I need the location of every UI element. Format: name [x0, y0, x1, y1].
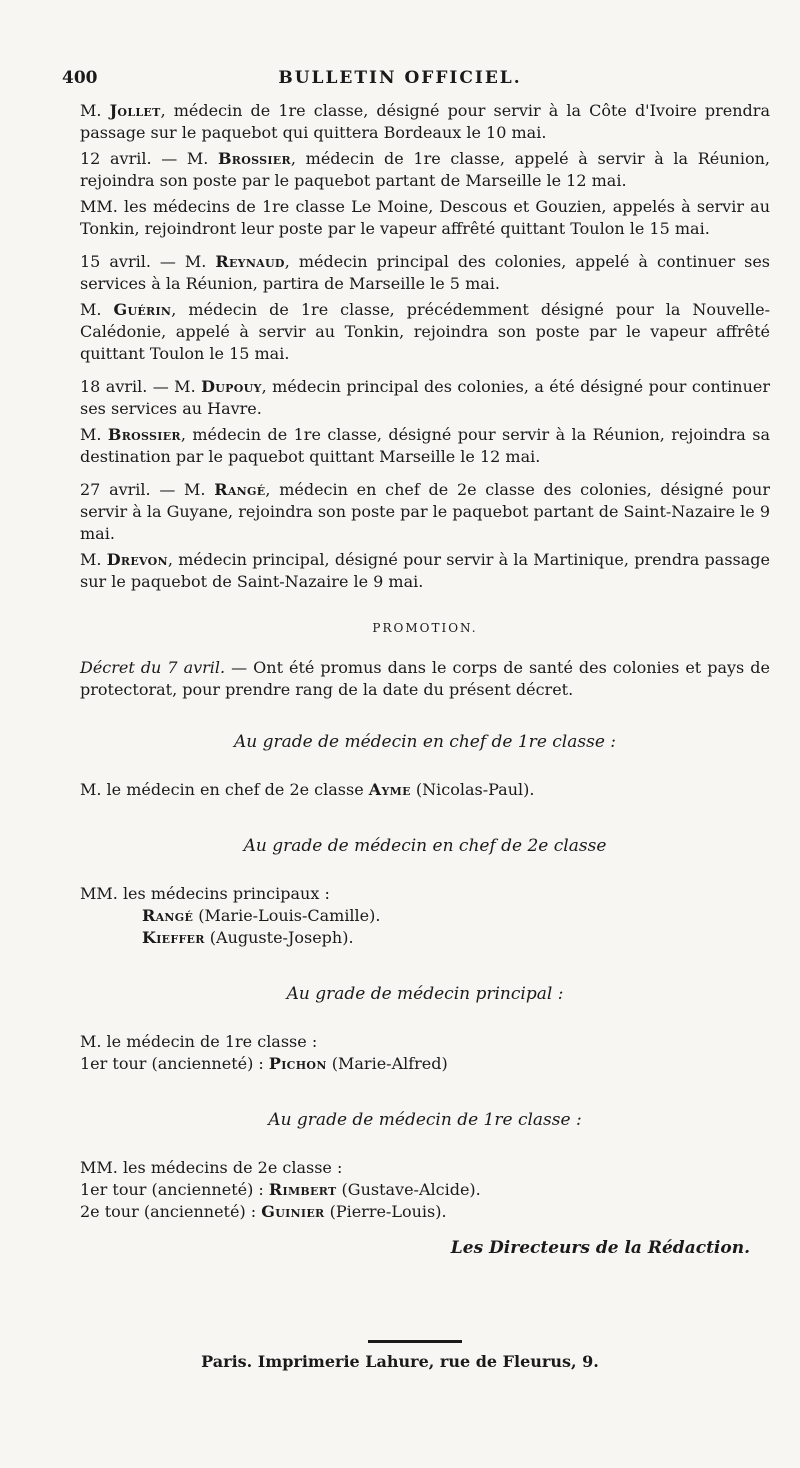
grade-line-prefix: 1er tour (ancienneté) :: [80, 1054, 269, 1073]
entry-text: , médecin en chef de 2e classe des colonies, désigné pour servir à la Guyane, rejoindra son poste par le paquebot partant de Saint-Nazaire le 9 mai.: [80, 480, 771, 543]
grade-intro: MM. les médecins principaux :: [80, 884, 330, 903]
grade-heading: Au grade de médecin en chef de 1re classe :: [233, 732, 617, 752]
grade-heading: Au grade de médecin en chef de 2e classe: [243, 836, 607, 856]
grade-block-chef-1re: [80, 731, 770, 801]
grade-line: [80, 1179, 770, 1201]
grade-intro: MM. les médecins de 2e classe :: [80, 1158, 343, 1177]
entry-date: 15 avril. — M.: [80, 252, 216, 271]
grade-line-prefix: M. le médecin en chef de 2e classe: [80, 780, 369, 799]
grade-line-prefix: 1er tour (ancienneté) :: [80, 1180, 269, 1199]
entry-range: [80, 479, 770, 545]
entry-brossier-12-avril: [80, 148, 770, 192]
officer-name: Rangé: [142, 906, 194, 925]
grade-heading: Au grade de médecin de 1re classe :: [268, 1110, 582, 1130]
entry-guerin: [80, 299, 770, 365]
entry-date: 18 avril. — M.: [80, 377, 202, 396]
signature: Les Directeurs de la Rédaction.: [450, 1238, 750, 1258]
grade-line-rest: (Marie-Alfred): [326, 1054, 448, 1073]
officer-name: Brossier: [217, 149, 291, 168]
officer-name: Reynaud: [215, 252, 285, 271]
entry-text: , médecin principal des colonies, a été désigné pour continuer ses services au Havre.: [80, 377, 771, 418]
grade-line-prefix: 2e tour (ancienneté) :: [80, 1202, 262, 1221]
entry-dupouy: [80, 376, 770, 420]
officer-name: Rangé: [214, 480, 266, 499]
grade-block-chef-2e: [80, 835, 770, 949]
decree-text: — Ont été promus dans le corps de santé des colonies et pays de protectorat, pour prendre rang de la date du présent décret.: [80, 658, 770, 699]
grade-line-rest: (Marie-Louis-Camille).: [193, 906, 381, 925]
grade-block-1re-classe: [80, 1109, 770, 1223]
entry-jollet: [80, 100, 770, 144]
imprint-line: Paris. Imprimerie Lahure, rue de Fleurus, 9.: [201, 1352, 599, 1371]
grade-block-principal: [80, 983, 770, 1075]
section-title-promotion: PROMOTION.: [372, 621, 478, 635]
entry-text: , médecin de 1re classe, désigné pour servir à la Réunion, rejoindra sa destination par le paquebot quittant Marseille le 12 mai.: [80, 425, 770, 466]
entry-brossier-18-avril: [80, 424, 770, 468]
page-number: 400: [62, 68, 98, 88]
grade-line-rest: (Gustave-Alcide).: [336, 1180, 481, 1199]
grade-line-rest: (Pierre-Louis).: [324, 1202, 447, 1221]
entry-date: 12 avril. — M.: [80, 149, 218, 168]
grade-line-rest: (Nicolas-Paul).: [410, 780, 535, 799]
entry-text: , médecin principal, désigné pour servir à la Martinique, prendra passage sur le paquebot de Saint-Nazaire le 9 mai.: [80, 550, 770, 591]
entry-prefix: M.: [80, 101, 110, 120]
officer-name: Kieffer: [142, 928, 205, 947]
officer-name: Brossier: [107, 425, 181, 444]
entry-text: , médecin de 1re classe, appelé à servir à la Réunion, rejoindra son poste par le paquebot partant de Marseille le 12 mai.: [80, 149, 770, 190]
officer-name: Guérin: [113, 300, 172, 319]
grade-line: [80, 779, 770, 801]
grade-line: [80, 1053, 770, 1075]
entry-date: 27 avril. — M.: [80, 480, 215, 499]
journal-title: BULLETIN OFFICIEL.: [278, 68, 522, 88]
closing-rule: [368, 1340, 462, 1343]
entry-prefix: M.: [80, 550, 107, 569]
officer-name: Ayme: [368, 780, 411, 799]
entry-prefix: M.: [80, 425, 108, 444]
decree-paragraph: [80, 657, 770, 701]
grade-heading: Au grade de médecin principal :: [286, 984, 564, 1004]
entry-prefix: M.: [80, 300, 114, 319]
entry-drevon: [80, 549, 770, 593]
running-head: [0, 68, 800, 90]
officer-name: Pichon: [268, 1054, 327, 1073]
grade-line: [80, 1201, 770, 1223]
document-body: [80, 100, 770, 1259]
entry-tonkin-group: [80, 196, 770, 240]
decree-lead: Décret du 7 avril.: [80, 658, 226, 677]
entry-text: , médecin principal des colonies, appelé à continuer ses services à la Réunion, partira de Marseille le 5 mai.: [80, 252, 771, 293]
entry-text: , médecin de 1re classe, précédemment désigné pour la Nouvelle-Calédonie, appelé à servir au Tonkin, rejoindra son poste par le vapeur affrêté quittant Toulon le 15 mai.: [80, 300, 770, 363]
grade-intro: M. le médecin de 1re classe :: [80, 1032, 318, 1051]
grade-line-rest: (Auguste-Joseph).: [204, 928, 354, 947]
entry-text: MM. les médecins de 1re classe Le Moine, Descous et Gouzien, appelés à servir au Tonkin, rejoindront leur poste par le vapeur affrêté quittant Toulon le 15 mai.: [80, 197, 770, 238]
officer-name: Guinier: [261, 1202, 325, 1221]
grade-line: [80, 927, 770, 949]
officer-name: Jollet: [109, 101, 161, 120]
grade-line: [80, 905, 770, 927]
entry-reynaud: [80, 251, 770, 295]
officer-name: Rimbert: [268, 1180, 337, 1199]
officer-name: Dupouy: [201, 377, 262, 396]
entry-text: , médecin de 1re classe, désigné pour servir à la Côte d'Ivoire prendra passage sur le paquebot qui quittera Bordeaux le 10 mai.: [80, 101, 770, 142]
officer-name: Drevon: [106, 550, 168, 569]
